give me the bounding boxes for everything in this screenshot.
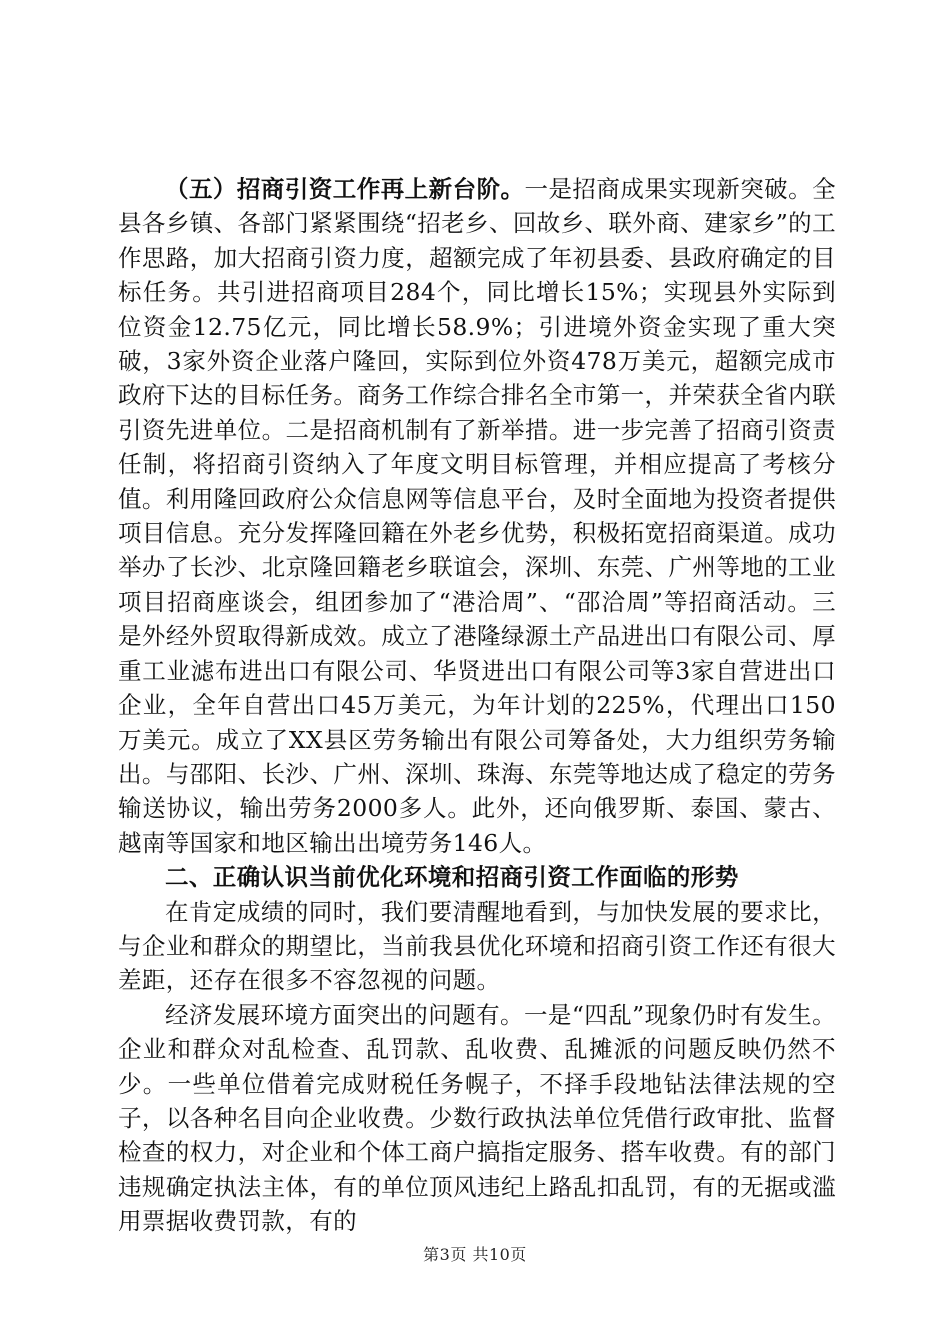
paragraph-section-5 xyxy=(118,172,836,860)
section-5-lead: （五）招商引资工作再上新台阶。 xyxy=(165,175,525,203)
paragraph-environment: 经济发展环境方面突出的问题有。一是“四乱”现象仍时有发生。企业和群众对乱检查、乱罚款、乱收费、乱摊派的问题反映仍然不少。一些单位借着完成财税任务幌子，不择手段地钻法律法规的空子，以各种名目向企业收费。少数行政执法单位凭借行政审批、监督检查的权力，对企业和个体工商户搞指定服务、搭车收费。有的部门违规确定执法主体，有的单位顶风违纪上路乱扣乱罚，有的无据或滥用票据收费罚款，有的 xyxy=(118,1000,836,1236)
document-body xyxy=(118,172,836,1239)
page-number-footer: 第3页 共10页 xyxy=(423,1245,527,1264)
paragraph-intro: 在肯定成绩的同时，我们要清醒地看到，与加快发展的要求比，与企业和群众的期望比，当前我县优化环境和招商引资工作还有很大差距，还存在很多不容忽视的问题。 xyxy=(118,897,836,995)
section-heading-2: 二、正确认识当前优化环境和招商引资工作面临的形势 xyxy=(165,863,739,892)
section-5-body: 一是招商成果实现新突破。全县各乡镇、各部门紧紧围绕“招老乡、回故乡、联外商、建家乡”的工作思路，加大招商引资力度，超额完成了年初县委、县政府确定的目标任务。共引进招商项目284个，同比增长15%；实现县外实际到位资金12.75亿元，同比增长58.9%；引进境外资金实现了重大突破，3家外资企业落户隆回，实际到位外资478万美元，超额完成市政府下达的目标任务。商务工作综合排名全市第一，并荣获全省内联引资先进单位。二是招商机制有了新举措。进一步完善了招商引资责任制，将招商引资纳入了年度文明目标管理，并相应提高了考核分值。利用隆回政府公众信息网等信息平台，及时全面地为投资者提供项目信息。充分发挥隆回籍在外老乡优势，积极拓宽招商渠道。成功举办了长沙、北京隆回籍老乡联谊会，深圳、东莞、广州等地的工业项目招商座谈会，组团参加了“港洽周”、“邵洽周”等招商活动。三是外经外贸取得新成效。成立了港隆绿源土产品进出口有限公司、厚重工业滤布进出口有限公司、华贤进出口有限公司等3家自营进出口企业，全年自营出口45万美元，为年计划的225%，代理出口150万美元。成立了XX县区劳务输出有限公司筹备处，大力组织劳务输出。与邵阳、长沙、广州、深圳、珠海、东莞等地达成了稳定的劳务输送协议，输出劳务2000多人。此外，还向俄罗斯、泰国、蒙古、越南等国家和地区输出出境劳务146人。 xyxy=(118,175,836,857)
